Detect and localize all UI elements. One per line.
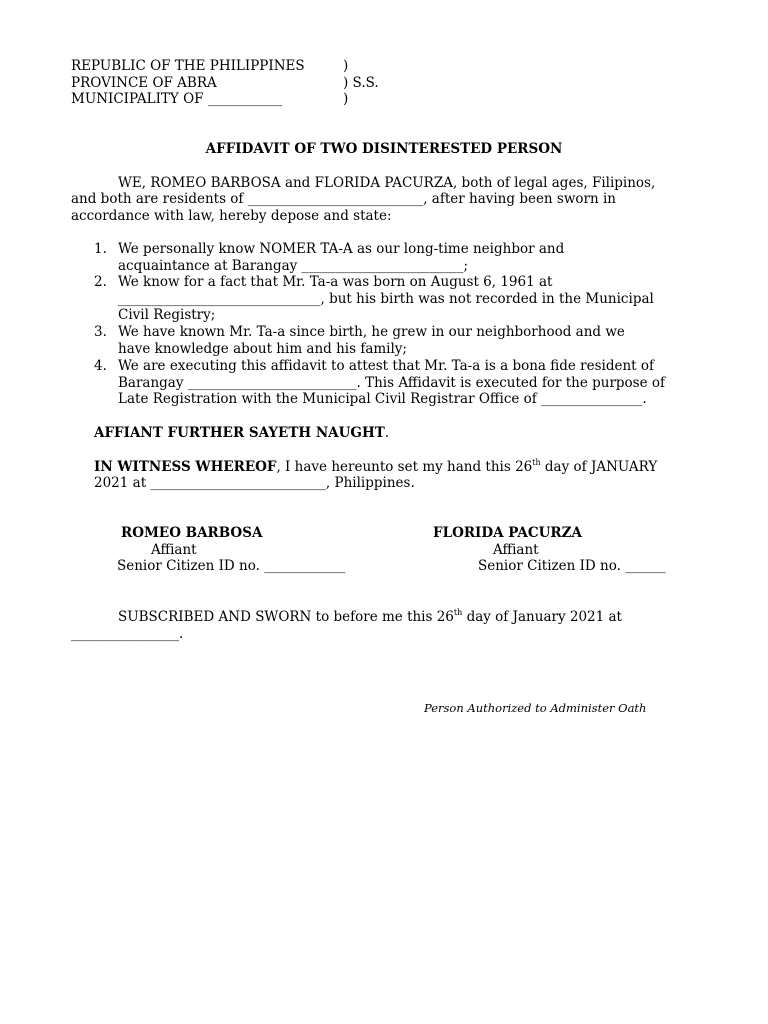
list-item <box>118 241 697 274</box>
intro-line-1: WE, ROMEO BARBOSA and FLORIDA PACURZA, both of legal ages, Filipinos, <box>118 175 656 191</box>
further-statement <box>94 425 389 442</box>
witness-text-2: day of JANUARY <box>540 459 658 475</box>
witness-text-1: , I have hereunto set my hand this 26 <box>276 459 533 475</box>
further-period: . <box>384 425 390 441</box>
list-item <box>118 358 697 408</box>
item-line: Barangay _________________________. This Affidavit is executed for the purpose of <box>118 374 666 391</box>
list-item <box>118 324 697 357</box>
signatory-id-1: Senior Citizen ID no. ____________ <box>117 558 346 574</box>
item-number: 2. <box>94 274 107 290</box>
header-province: PROVINCE OF ABRA <box>71 75 217 91</box>
subscribed-line-1 <box>118 609 697 626</box>
list-item <box>118 274 697 324</box>
header-municipality: MUNICIPALITY OF ___________ <box>71 91 283 107</box>
header-paren-1: ) <box>343 58 349 74</box>
witness-bold: IN WITNESS WHEREOF <box>94 459 277 475</box>
item-line: acquaintance at Barangay ________________________; <box>118 257 469 274</box>
signatory-id-2: Senior Citizen ID no. ______ <box>478 558 666 574</box>
subscribed-superscript: th <box>453 607 463 617</box>
subscribed-text-1: SUBSCRIBED AND SWORN to before me this 26 <box>118 609 454 625</box>
item-line: We have known Mr. Ta-a since birth, he grew in our neighborhood and we <box>118 324 625 340</box>
oath-officer-label: Person Authorized to Administer Oath <box>424 701 647 715</box>
intro-line-2: and both are residents of __________________________, after having been sworn in <box>71 191 616 207</box>
item-number: 1. <box>94 241 107 257</box>
item-line: We personally know NOMER TA-A as our long-time neighbor and <box>118 241 565 257</box>
item-number: 3. <box>94 324 107 340</box>
header-paren-ss: ) S.S. <box>343 75 379 91</box>
witness-superscript: th <box>532 457 541 467</box>
witness-line-2: 2021 at __________________________, Philippines. <box>94 475 415 491</box>
signatory-role-2: Affiant <box>493 542 539 558</box>
signatory-role-1: Affiant <box>151 542 197 558</box>
header-paren-3: ) <box>343 91 349 107</box>
item-line: Civil Registry; <box>118 307 216 323</box>
intro-line-3: accordance with law, hereby depose and state: <box>71 208 392 224</box>
witness-line-1 <box>94 459 657 476</box>
item-line: We are executing this affidavit to attest that Mr. Ta-a is a bona fide resident of <box>118 358 655 374</box>
item-line: We know for a fact that Mr. Ta-a was born on August 6, 1961 at <box>118 274 553 290</box>
item-line: ______________________________, but his birth was not recorded in the Municipal <box>118 290 654 307</box>
signatory-name-1: ROMEO BARBOSA <box>121 525 263 541</box>
item-line: have knowledge about him and his family; <box>118 340 407 357</box>
signatory-name-2: FLORIDA PACURZA <box>433 525 582 541</box>
item-line: Late Registration with the Municipal Civil Registrar Office of _______________. <box>118 391 647 407</box>
header-republic: REPUBLIC OF THE PHILIPPINES <box>71 58 305 74</box>
document-title: AFFIDAVIT OF TWO DISINTERESTED PERSON <box>205 141 563 157</box>
subscribed-line-2: ________________. <box>71 626 184 642</box>
item-number: 4. <box>94 358 107 374</box>
subscribed-text-2: day of January 2021 at <box>462 609 622 625</box>
further-text: AFFIANT FURTHER SAYETH NAUGHT <box>94 425 385 441</box>
